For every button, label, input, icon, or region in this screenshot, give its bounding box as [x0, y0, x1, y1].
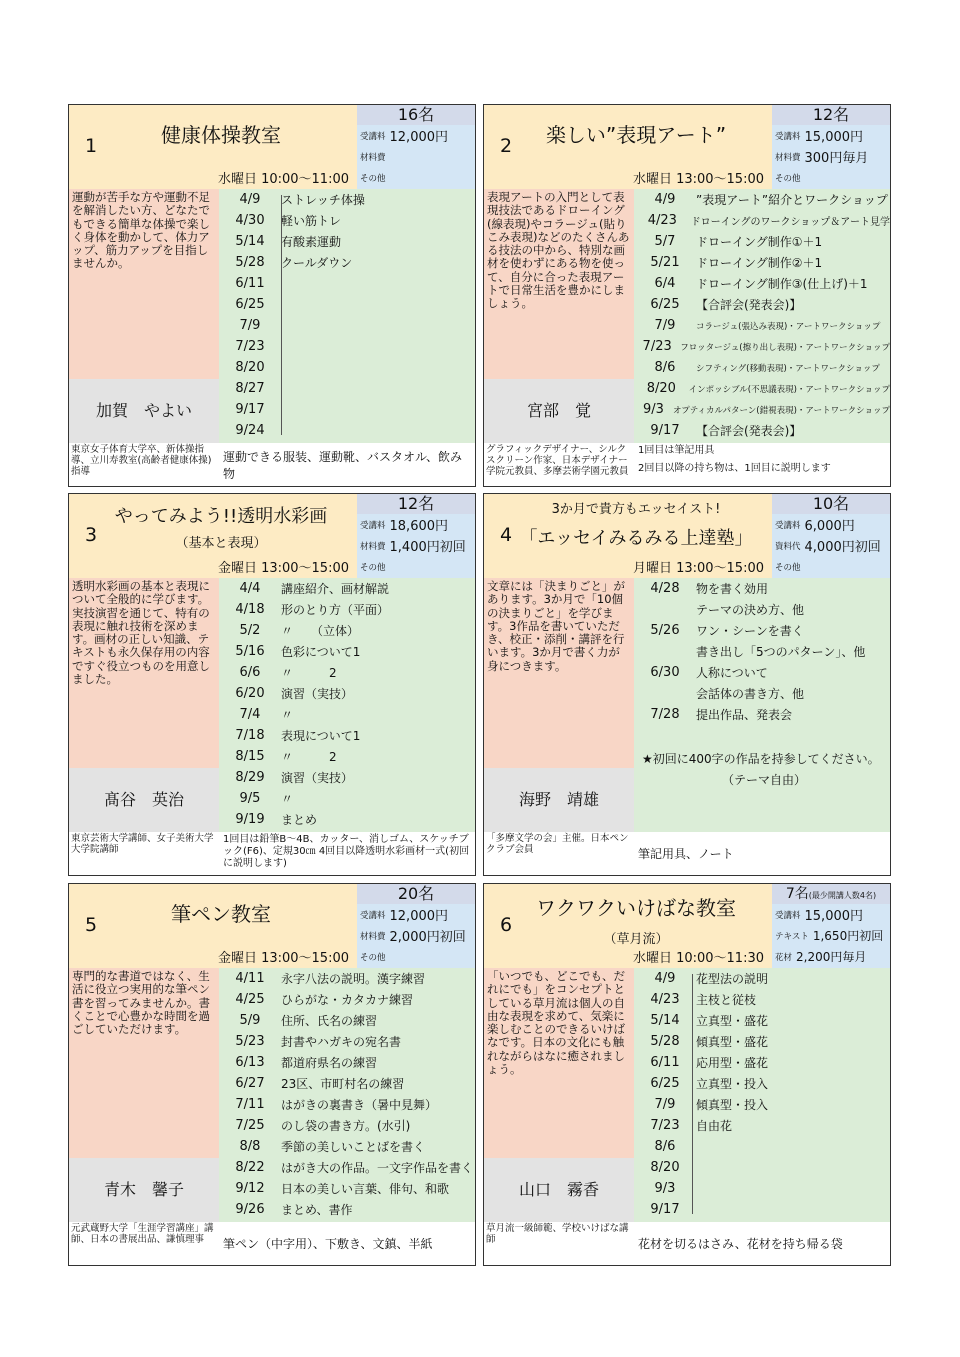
lesson-topic: 応用型・盛花: [696, 1056, 769, 1070]
lesson-date: 4/4: [239, 581, 261, 596]
fee-label: 材料費: [360, 931, 386, 942]
lesson-date: 8/29: [235, 770, 265, 785]
lesson-topic: 住所、氏名の練習: [281, 1014, 378, 1028]
fee-label: その他: [360, 562, 386, 573]
lesson-topic: シフティング(移動表現)・アートワークショップ: [696, 363, 880, 374]
lesson-topic: 形のとり方（平面）: [281, 603, 390, 617]
lesson-topic: 永字八法の説明。漢字練習: [281, 972, 426, 986]
fee-value: 2,000円初回: [389, 930, 466, 945]
course-subtitle: （基本と表現）: [175, 536, 267, 551]
fee-label: 材料費: [360, 152, 386, 163]
lesson-date: 7/23: [642, 339, 672, 354]
items-to-bring: [634, 443, 890, 486]
teacher-name: 宮部 覚: [484, 379, 634, 443]
fee-label: テキスト: [775, 931, 809, 942]
fee-label: 材料費: [775, 152, 801, 163]
lesson-date: 7/9: [239, 318, 261, 333]
fee-label: その他: [775, 562, 801, 573]
lesson-date: 4/9: [239, 192, 261, 207]
fee-value: 1,400円初回: [389, 540, 466, 555]
lesson-topic: ひらがな・カタカナ練習: [281, 993, 414, 1007]
lesson-date: 9/3: [654, 1181, 676, 1196]
fee-label: その他: [775, 173, 801, 184]
lesson-date: 5/14: [650, 1013, 680, 1028]
lesson-date: 9/5: [239, 791, 261, 806]
teacher-credentials: 元武蔵野大学「生涯学習講座」講師、日本の書展出品、謙慎理事: [69, 1222, 219, 1265]
lesson-topic: 【合評会(発表会)】: [696, 298, 802, 312]
fee-value: 12,000円: [389, 909, 449, 924]
fee-value: 15,000円: [804, 909, 864, 924]
course-title: 「エッセイみるみる上達塾」: [519, 528, 753, 549]
lesson-date: 4/30: [235, 213, 265, 228]
lesson-topic: インポッシブル(不思議表現)・アートワークショップ: [688, 384, 890, 395]
lesson-date: 8/20: [650, 1160, 680, 1175]
items-to-bring: 運動できる服装、運動靴、バスタオル、飲み物: [219, 443, 475, 486]
lesson-topic: 花型法の説明: [696, 972, 769, 986]
lesson-topic: 〃: [281, 708, 294, 722]
fee-box: [357, 125, 475, 189]
fee-value: 6,000円: [804, 519, 855, 534]
lesson-date: 4/28: [650, 581, 680, 596]
items-to-bring-line: 1回目は筆記用具: [638, 445, 715, 456]
lesson-topic: のし袋の書き方。(水引): [281, 1119, 411, 1133]
lesson-date: 5/28: [235, 255, 265, 270]
fee-label: 受講料: [360, 131, 386, 142]
lesson-topic: 季節の美しいことばを書く: [281, 1140, 426, 1154]
lesson-topic: テーマの決め方、他: [696, 603, 805, 617]
teacher-credentials: 東京芸術大学講師、女子美術大学大学院講師: [69, 832, 219, 875]
schedule-bracket: [281, 195, 282, 435]
lesson-topic: はがき大の作品。一文字作品を書く: [281, 1161, 474, 1175]
course-title: 健康体操教室: [161, 123, 281, 147]
lesson-topic: ドローイング制作②＋1: [696, 256, 823, 270]
lesson-date: 4/25: [235, 992, 265, 1007]
lesson-date: 5/26: [650, 623, 680, 638]
capacity: 16名: [357, 105, 475, 125]
lesson-topic: 〃 2: [281, 750, 337, 764]
lesson-date: 9/26: [235, 1202, 265, 1217]
fee-box: [357, 904, 475, 968]
course-number: 6: [500, 914, 513, 936]
fee-box: [772, 904, 890, 968]
lesson-date: 8/20: [235, 360, 265, 375]
course-title: やってみよう!!透明水彩画: [114, 506, 328, 527]
lesson-topic: コラージュ(張込み表現)・アートワークショップ: [696, 321, 881, 332]
course-title: ワクワクいけばな教室: [536, 896, 736, 920]
lesson-topic: 自由花: [696, 1119, 733, 1133]
lesson-topic: 書き出し「5つのパターン」、他: [696, 645, 866, 659]
fee-value: 12,000円: [389, 130, 449, 145]
fee-label: 材料費: [360, 541, 386, 552]
lesson-topic: 立真型・投入: [696, 1077, 769, 1091]
course-header: [484, 105, 772, 189]
lesson-date: 5/9: [239, 1013, 261, 1028]
lesson-date: 4/11: [235, 971, 265, 986]
course-schedule-time: 水曜日 13:00～15:00: [632, 172, 764, 187]
lesson-topic: ストレッチ体操: [281, 193, 365, 207]
course-description: 文章には「決まりごと」があります。3か月で「10個の決まりごと」を学びます。3作品を書いていただき、校正・添削・講評を行います。3か月で書く力が身につきます。: [484, 578, 634, 768]
lesson-date: 4/18: [235, 602, 265, 617]
lesson-date: 7/28: [650, 707, 680, 722]
course-card-3: [68, 493, 476, 876]
lesson-date: 6/25: [235, 297, 265, 312]
fee-label: 受講料: [360, 520, 386, 531]
lesson-topic: 傾真型・投入: [696, 1098, 769, 1112]
lesson-date: 5/21: [650, 255, 680, 270]
lesson-date: 6/20: [235, 686, 265, 701]
capacity-number: 7名: [785, 886, 809, 902]
lesson-topic: ワン・シーンを書く: [696, 624, 804, 638]
course-schedule-time: 金曜日 13:00～15:00: [217, 951, 349, 966]
course-schedule-time: 水曜日 10:00～11:00: [217, 172, 349, 187]
course-number: 2: [500, 135, 513, 157]
fee-value: 18,600円: [389, 519, 449, 534]
lesson-topic: 色彩について1: [281, 645, 361, 659]
fee-value: 1,650円初回: [812, 929, 884, 943]
course-card-6: [483, 883, 891, 1266]
course-card-2: [483, 104, 891, 487]
lesson-topic: 有酸素運動: [281, 235, 342, 249]
lesson-topic: ”表現アート”紹介とワークショップ: [696, 193, 888, 207]
capacity: [772, 884, 890, 904]
capacity: 12名: [357, 494, 475, 514]
fee-value: 300円毎月: [804, 151, 869, 166]
lesson-date: 4/23: [650, 992, 680, 1007]
lesson-topic: まとめ、書作: [281, 1203, 353, 1217]
lesson-topic: 演習（実技）: [281, 687, 354, 701]
lesson-date: 8/8: [239, 1139, 261, 1154]
lesson-date: 8/6: [654, 1139, 676, 1154]
lesson-topic: ドローイング制作③(仕上げ)＋1: [696, 277, 868, 291]
course-schedule-time: 月曜日 13:00～15:00: [632, 561, 764, 576]
lesson-date: 4/23: [647, 213, 677, 228]
lesson-date: 4/9: [654, 192, 676, 207]
schedule-list: [634, 578, 890, 832]
fee-label: 資料代: [775, 541, 801, 552]
lesson-date: 6/25: [650, 297, 680, 312]
lesson-date: 6/30: [650, 665, 680, 680]
schedule-list: [219, 578, 475, 832]
lesson-topic: はがきの裏書き（暑中見舞）: [281, 1098, 438, 1112]
lesson-topic: 【合評会(発表会)】: [696, 424, 802, 438]
teacher-credentials: 東京女子体育大学卒、新体操指導、立川寿教室(高齢者健康体操)指導: [69, 443, 219, 486]
lesson-date: 7/18: [235, 728, 265, 743]
items-to-bring: 1回目は鉛筆B～4B、カッター、消しゴム、スケッチブック(F6)、定規30㎝ 4回目以降透明水彩画材一式(初回に説明します): [219, 832, 475, 875]
teacher-name: 加賀 やよい: [69, 379, 219, 443]
lesson-topic: 提出作品、発表会: [696, 708, 793, 722]
lesson-date: 7/9: [654, 318, 676, 333]
course-header: [484, 494, 772, 578]
course-card-5: [68, 883, 476, 1266]
fee-value: 2,200円毎月: [796, 950, 867, 964]
course-description: 運動が苦手な方や運動不足を解消したい方、どなたでもできる簡単な体操で楽しく身体を動かして、体力アップ、筋力アップを目指しませんか。: [69, 189, 219, 379]
lesson-date: 5/7: [654, 234, 676, 249]
course-card-4: [483, 493, 891, 876]
course-supertitle: 3か月で貴方もエッセイスト!: [551, 502, 721, 517]
lesson-date: 9/17: [235, 402, 265, 417]
lesson-topic: 〃: [281, 792, 294, 806]
course-schedule-time: 水曜日 10:00～11:30: [632, 951, 764, 966]
lesson-topic: 演習（実技）: [281, 771, 354, 785]
course-title: 楽しい”表現アート”: [545, 123, 727, 147]
lesson-topic: ドローイング制作①＋1: [696, 235, 823, 249]
lesson-topic: 物を書く効用: [696, 582, 769, 596]
fee-label: 受講料: [775, 131, 801, 142]
lesson-date: 6/27: [235, 1076, 265, 1091]
fee-box: [772, 514, 890, 578]
items-to-bring: 筆記用具、ノート: [634, 832, 890, 875]
schedule-list: [634, 968, 890, 1222]
teacher-name: 山口 霧香: [484, 1158, 634, 1222]
lesson-topic: ドローイングのワークショップ＆アート見学: [690, 217, 890, 228]
lesson-date: 6/4: [654, 276, 676, 291]
capacity: 10名: [772, 494, 890, 514]
capacity-note: (最少開講人数4名): [808, 891, 877, 900]
lesson-date: 5/28: [650, 1034, 680, 1049]
course-description: 表現アートの入門として表現技法であるドローイング(線表現)やコラージュ(貼りこみ表現)などのたくさんある技法の中から、特別な画材を使わずにある物を使って、自分に合った表現アートで日常生活を豊かにしましょう。: [484, 189, 634, 379]
teacher-credentials: 「多摩文学の会」主催。日本ペンクラブ会員: [484, 832, 634, 875]
lesson-date: 9/12: [235, 1181, 265, 1196]
items-to-bring-line: 2回目以降の持ち物は、1回目に説明します: [638, 463, 831, 474]
lesson-topic: 封書やハガキの宛名書: [281, 1035, 402, 1049]
lesson-topic: オプティカルパターン(錯視表現)・アートワークショップ: [672, 405, 890, 416]
course-number: 3: [85, 524, 98, 546]
lesson-date: 7/25: [235, 1118, 265, 1133]
lesson-date: 7/4: [239, 707, 261, 722]
fee-label: 花材: [775, 952, 793, 963]
lesson-date: 9/17: [650, 1202, 680, 1217]
lesson-date: 6/11: [235, 276, 265, 291]
teacher-name: 海野 靖雄: [484, 768, 634, 832]
lesson-topic: 立真型・盛花: [696, 1014, 769, 1028]
lesson-date: 7/11: [235, 1097, 265, 1112]
fee-value: 15,000円: [804, 130, 864, 145]
items-to-bring: 花材を切るはさみ、花材を持ち帰る袋: [634, 1222, 890, 1265]
course-header: [69, 105, 357, 189]
lesson-topic: 23区、市町村名の練習: [281, 1077, 405, 1091]
schedule-list: [219, 968, 475, 1222]
teacher-name: 青木 馨子: [69, 1158, 219, 1222]
lesson-date: 8/6: [654, 360, 676, 375]
fee-box: [357, 514, 475, 578]
lesson-date: 5/14: [235, 234, 265, 249]
lesson-date: 7/23: [235, 339, 265, 354]
fee-label: その他: [360, 173, 386, 184]
schedule-list: [634, 189, 890, 443]
lesson-topic: 軽い筋トレ: [281, 214, 342, 228]
lesson-topic: 会話体の書き方、他: [696, 687, 805, 701]
schedule-bracket: [692, 974, 693, 1214]
lesson-date: 6/6: [239, 665, 261, 680]
lesson-topic: 人称について: [696, 666, 768, 680]
lesson-topic: 都道府県名の練習: [281, 1056, 378, 1070]
capacity: 20名: [357, 884, 475, 904]
teacher-credentials: グラフィックデザイナー、シルクスクリーン作家、日本デザイナー学院元教員、多摩芸術学園元教員: [484, 443, 634, 486]
fee-box: [772, 125, 890, 189]
lesson-topic: クールダウン: [281, 256, 353, 270]
lesson-date: 4/9: [654, 971, 676, 986]
lesson-topic: 傾真型・盛花: [696, 1035, 769, 1049]
lesson-date: 6/11: [650, 1055, 680, 1070]
lesson-topic: 講座紹介、画材解説: [281, 582, 390, 596]
teacher-name: 髙谷 英治: [69, 768, 219, 832]
lesson-date: 9/3: [643, 402, 664, 417]
fee-label: 受講料: [775, 520, 801, 531]
course-header: [484, 884, 772, 968]
capacity: 12名: [772, 105, 890, 125]
course-number: 4: [500, 524, 513, 546]
course-number: 5: [85, 914, 98, 936]
lesson-date: 8/27: [235, 381, 265, 396]
course-card-1: [68, 104, 476, 487]
lesson-date: 7/9: [654, 1097, 676, 1112]
lesson-date: 9/17: [650, 423, 680, 438]
lesson-date: 6/25: [650, 1076, 680, 1091]
lesson-date: 8/15: [235, 749, 265, 764]
lesson-topic: まとめ: [281, 813, 318, 827]
lesson-date: 8/22: [235, 1160, 265, 1175]
fee-value: 4,000円初回: [804, 540, 881, 555]
teacher-credentials: 草月流一級師範、学校いけばな講師: [484, 1222, 634, 1265]
course-description: 「いつでも、どこでも、だれにでも」をコンセプトとしている草月流は個人の自由な表現を求めて、気楽に楽しむことのできるいけばなです。日本の文化にも触れながらはなに癒されましょう。: [484, 968, 634, 1158]
lesson-topic: 〃 （立体）: [281, 624, 360, 638]
schedule-list: [219, 189, 475, 443]
course-title: 筆ペン教室: [171, 902, 271, 926]
schedule-note: ★初回に400字の作品を持参してください。: [642, 752, 880, 766]
lesson-date: 5/2: [239, 623, 261, 638]
lesson-date: 6/13: [235, 1055, 265, 1070]
lesson-topic: 表現について1: [281, 729, 361, 743]
course-header: [69, 494, 357, 578]
items-to-bring: 筆ペン（中字用）、下敷き、文鎮、半紙: [219, 1222, 475, 1265]
lesson-date: 9/24: [235, 423, 265, 438]
schedule-note-sub: （テーマ自由）: [722, 773, 807, 787]
fee-label: 受講料: [360, 910, 386, 921]
lesson-topic: 〃 2: [281, 666, 337, 680]
fee-label: その他: [360, 952, 386, 963]
lesson-date: 9/19: [235, 812, 265, 827]
course-subtitle: （草月流）: [603, 932, 669, 947]
lesson-date: 7/23: [650, 1118, 680, 1133]
lesson-date: 5/16: [235, 644, 265, 659]
lesson-topic: 日本の美しい言葉、俳句、和歌: [281, 1182, 450, 1196]
course-description: 透明水彩画の基本と表現について全般的に学びます。実技演習を通じて、特有の表現に触れ技術を深めます。画材の正しい知識、テキストも永久保存用の内容ですぐ役立つものを用意しました。: [69, 578, 219, 768]
course-schedule-time: 金曜日 13:00～15:00: [217, 561, 349, 576]
fee-label: 受講料: [775, 910, 801, 921]
course-header: [69, 884, 357, 968]
lesson-date: 5/23: [235, 1034, 265, 1049]
lesson-topic: フロッタージュ(擦り出し表現)・アートワークショップ: [680, 342, 890, 353]
course-description: 専門的な書道ではなく、生活に役立つ実用的な筆ペン書を習ってみませんか。書くことで心豊かな時間を過ごしていただけます。: [69, 968, 219, 1158]
course-number: 1: [85, 135, 98, 157]
lesson-topic: 主枝と従枝: [696, 993, 757, 1007]
lesson-date: 8/20: [646, 381, 676, 396]
